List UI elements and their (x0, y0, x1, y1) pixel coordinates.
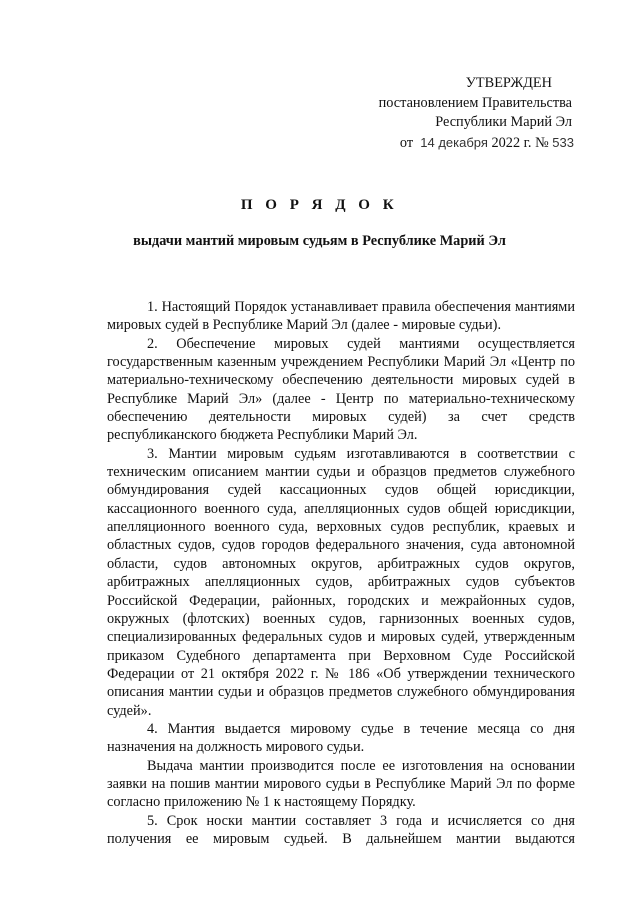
approval-date-prefix: от (399, 134, 414, 151)
paragraph-2: 2. Обеспечение мировых судей мантиями осуществляется государственным казенным учреждением Республики Марий Эл «Центр по материально-техническому обеспечению деятельности мировых судей в Республике Марий Эл» (далее - Центр по материально-техническому обеспечению деятельности мировых судей) за счет средств республиканского бюджета Республики Марий Эл. (107, 335, 575, 444)
approval-date-suffix: 2022 г. № (491, 134, 549, 151)
approval-date-value: 14 декабря (420, 134, 488, 150)
paragraph-3: 3. Мантии мировым судьям изготавливаются в соответствии с техническим описанием мантии судьи и образцов предметов служебного обмундирования судей кассационных судов общей юрисдикции, кассационного военного суда, апелляционных судов общей юрисдикции, апелляционного военного суда, верховных судов республик, краевых и областных судов, судов городов федерального значения, суда автономной области, судов автономных округов, арбитражных судов округов, арбитражных апелляционных судов, арбитражных судов субъектов Российской Федерации, районных, городских и межрайонных судов, окружных (флотских) военных судов, гарнизонных военных судов, специализированных федеральных судов и мировых судей, утвержденным приказом Судебного департамента при Верховном Суде Российской Федерации от 21 октября 2022 г. № 186 «Об утверждении технического описания мантии судьи и образцов предметов служебного обмундирования судей». (107, 445, 575, 719)
approval-number: 533 (552, 134, 574, 150)
paragraph-4-continued: Выдача мантии производится после ее изготовления на основании заявки на пошив мантии мирового судьи в Республике Марий Эл по форме согласно приложению № 1 к настоящему Порядку. (107, 757, 575, 811)
approval-line-2: Республики Марий Эл (435, 114, 572, 130)
document-subtitle: выдачи мантий мировым судьям в Республике Марий Эл (133, 233, 506, 249)
approval-title: УТВЕРЖДЕН (465, 75, 552, 91)
paragraph-4: 4. Мантия выдается мировому судье в течение месяца со дня назначения на должность мирового судьи. (107, 720, 575, 756)
document-body (107, 298, 575, 848)
approval-stamp (332, 74, 572, 153)
approval-line-1: постановлением Правительства (378, 94, 572, 111)
approval-date-line (332, 133, 574, 154)
document-title: П О Р Я Д О К (240, 197, 399, 213)
paragraph-1: 1. Настоящий Порядок устанавливает правила обеспечения мантиями мировых судей в Республике Марий Эл (далее - мировые судьи). (107, 299, 575, 334)
paragraph-5: 5. Срок носки мантии составляет 3 года и исчисляется со дня получения ее мировым судьей. В дальнейшем мантии выдаются (107, 812, 575, 847)
